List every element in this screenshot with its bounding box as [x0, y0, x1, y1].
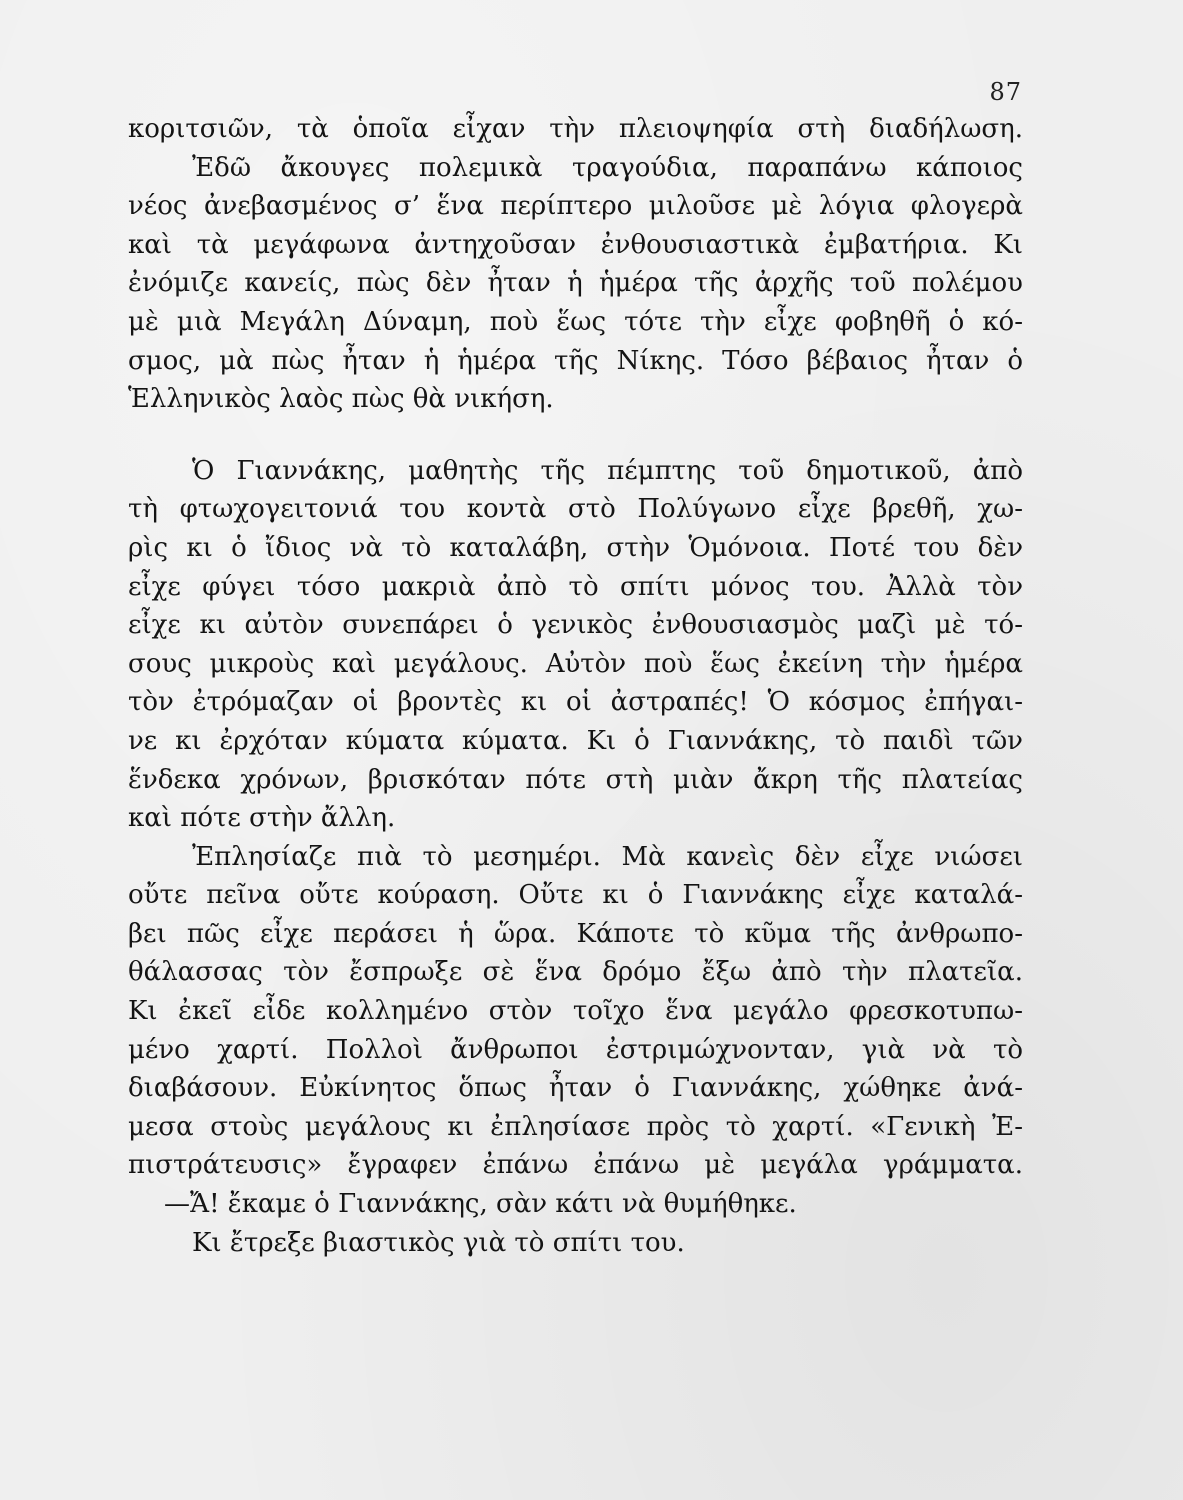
text-line: Ἑλληνικὸς λαὸς πὼς θὰ νικήση.	[128, 384, 554, 415]
text-line: μένο χαρτί. Πολλοὶ ἄνθρωποι ἐστριμώχνονταν, γιὰ νὰ τὸ	[128, 1034, 1023, 1065]
text-line: Κι ἐκεῖ εἶδε κολλημένο στὸν τοῖχο ἕνα μεγάλο φρεσκοτυπω-	[128, 996, 1023, 1027]
text-line: Ὁ Γιαννάκης, μαθητὴς τῆς πέμπτης τοῦ δημοτικοῦ, ἀπὸ	[192, 455, 1023, 486]
text-line: εἶχε κι αὐτὸν συνεπάρει ὁ γενικὸς ἐνθουσιασμὸς μαζὶ μὲ τό-	[128, 610, 1023, 641]
text-line: νέος ἀνεβασμένος σ’ ἕνα περίπτερο μιλοῦσε μὲ λόγια φλογερὰ	[128, 191, 1023, 222]
page-number: 87	[989, 78, 1022, 106]
text-line: διαβάσουν. Εὐκίνητος ὅπως ἦταν ὁ Γιαννάκης, χώθηκε ἀνά-	[128, 1073, 1023, 1104]
text-line: μὲ μιὰ Μεγάλη Δύναμη, ποὺ ἕως τότε τὴν εἶχε φοβηθῆ ὁ κό-	[128, 306, 1023, 337]
text-line: ρὶς κι ὁ ἴδιος νὰ τὸ καταλάβη, στὴν Ὁμόνοια. Ποτέ του δὲν	[128, 532, 1023, 563]
text-line: τὸν ἐτρόμαζαν οἱ βροντὲς κι οἱ ἀστραπές! Ὁ κόσμος ἐπήγαι-	[128, 687, 1023, 718]
text-line: σους μικροὺς καὶ μεγάλους. Αὐτὸν ποὺ ἕως ἐκείνη τὴν ἡμέρα	[128, 648, 1023, 679]
text-line: εἶχε φύγει τόσο μακριὰ ἀπὸ τὸ σπίτι μόνος του. Ἀλλὰ τὸν	[128, 571, 1023, 602]
text-line: τὴ φτωχογειτονιά του κοντὰ στὸ Πολύγωνο εἶχε βρεθῆ, χω-	[128, 494, 1023, 525]
text-line: θάλασσας τὸν ἔσπρωξε σὲ ἕνα δρόμο ἔξω ἀπὸ τὴν πλατεῖα.	[128, 957, 1023, 988]
body-text	[128, 110, 1023, 1262]
text-line: ἕνδεκα χρόνων, βρισκόταν πότε στὴ μιὰν ἄκρη τῆς πλατείας	[128, 764, 1023, 795]
text-line: —Ἄ! ἔκαμε ὁ Γιαννάκης, σὰν κάτι νὰ θυμήθηκε.	[164, 1189, 797, 1220]
text-line: κοριτσιῶν, τὰ ὁποῖα εἶχαν τὴν πλειοψηφία στὴ διαδήλωση.	[128, 114, 1023, 144]
text-line: καὶ τὰ μεγάφωνα ἀντηχοῦσαν ἐνθουσιαστικὰ ἐμβατήρια. Κι	[128, 229, 1023, 260]
text-line: νε κι ἐρχόταν κύματα κύματα. Κι ὁ Γιαννάκης, τὸ παιδὶ τῶν	[128, 725, 1023, 756]
text-line: μεσα στοὺς μεγάλους κι ἐπλησίασε πρὸς τὸ χαρτί. «Γενικὴ Ἐ-	[128, 1111, 1023, 1142]
text-line: σμος, μὰ πὼς ἦταν ἡ ἡμέρα τῆς Νίκης. Τόσο βέβαιος ἦταν ὁ	[128, 345, 1023, 376]
text-line: ἐνόμιζε κανείς, πὼς δὲν ἦταν ἡ ἡμέρα τῆς ἀρχῆς τοῦ πολέμου	[128, 268, 1023, 299]
text-line: Κι ἔτρεξε βιαστικὸς γιὰ τὸ σπίτι του.	[192, 1227, 685, 1258]
text-line: καὶ πότε στὴν ἄλλη.	[128, 803, 396, 834]
text-line: πιστράτευσις» ἔγραφεν ἐπάνω ἐπάνω μὲ μεγάλα γράμματα.	[128, 1150, 1023, 1181]
text-line: βει πῶς εἶχε περάσει ἡ ὥρα. Κάποτε τὸ κῦμα τῆς ἀνθρωπο-	[128, 918, 1023, 949]
text-line: Ἐπλησίαζε πιὰ τὸ μεσημέρι. Μὰ κανεὶς δὲν εἶχε νιώσει	[192, 841, 1023, 872]
text-line: οὔτε πεῖνα οὔτε κούραση. Οὔτε κι ὁ Γιαννάκης εἶχε καταλά-	[128, 880, 1023, 911]
paragraph-gap	[128, 419, 1023, 452]
text-line: Ἐδῶ ἄκουγες πολεμικὰ τραγούδια, παραπάνω κάποιος	[192, 152, 1023, 183]
